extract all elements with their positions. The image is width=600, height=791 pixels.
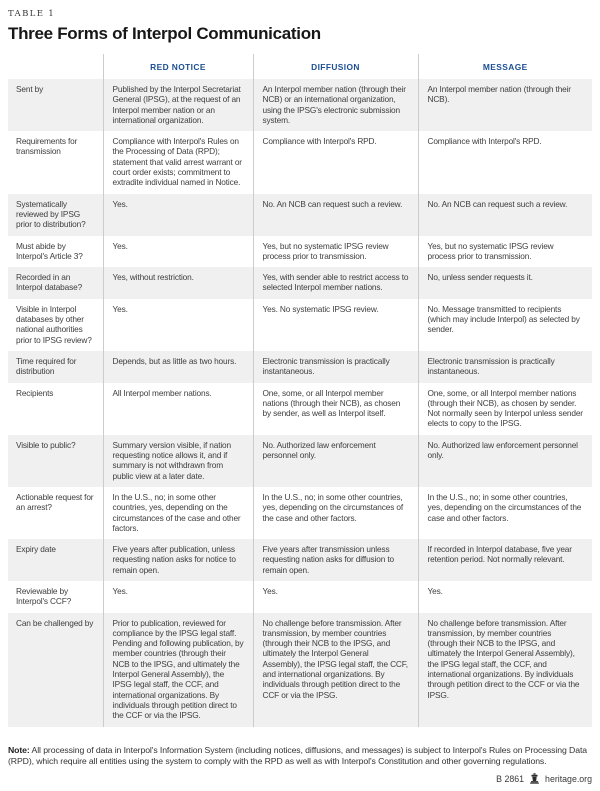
table-cell: No. Authorized law enforcement personnel only. bbox=[253, 435, 418, 487]
table-cell: Yes. bbox=[103, 299, 253, 351]
table-cell: Yes. No systematic IPSG review. bbox=[253, 299, 418, 351]
row-label: Can be challenged by bbox=[8, 613, 103, 727]
table-row bbox=[8, 131, 592, 193]
table-cell: Electronic transmission is practically instantaneous. bbox=[418, 351, 592, 383]
interpol-comparison-table bbox=[8, 54, 592, 727]
table-cell: Yes, but no systematic IPSG review process prior to transmission. bbox=[418, 236, 592, 268]
row-label: Sent by bbox=[8, 79, 103, 131]
table-cell: Yes. bbox=[103, 581, 253, 613]
column-header-diffusion: DIFFUSION bbox=[253, 54, 418, 79]
table-cell: Published by the Interpol Secretariat General (IPSG), at the request of an Interpol member nation or an international organization. bbox=[103, 79, 253, 131]
table-row bbox=[8, 79, 592, 131]
footnote-label: Note: bbox=[8, 744, 30, 755]
chart-code: B 2861 bbox=[496, 773, 525, 784]
table-cell: Five years after publication, unless requesting nation asks for notice to remain open. bbox=[103, 539, 253, 581]
table-row bbox=[8, 613, 592, 727]
table-cell: One, some, or all Interpol member nations (through their NCB), as chosen by sender. Not normally seen by Interpol unless sender elects to copy to the IPSG. bbox=[418, 383, 592, 435]
table-cell: An Interpol member nation (through their NCB). bbox=[418, 79, 592, 131]
table-row bbox=[8, 236, 592, 268]
table-cell: An Interpol member nation (through their NCB) or an international organization, using the IPSG's electronic submission system. bbox=[253, 79, 418, 131]
row-label: Actionable request for an arrest? bbox=[16, 491, 94, 513]
table-row bbox=[8, 383, 592, 435]
row-label: Expiry date bbox=[8, 539, 103, 581]
row-label: Recorded in an Interpol database? bbox=[8, 267, 103, 299]
table-cell: Prior to publication, reviewed for compliance by the IPSG legal staff. Pending and following publication, by member countries (through their NCB to the IPSG, and ultimately the Interpol General Assembly), the IPSG legal staff, the CCF, and international organizations. By individuals through petition direct to the CCF or via the IPSG. bbox=[103, 613, 253, 727]
table-cell: Compliance with Interpol's Rules on the Processing of Data (RPD); statement that valid arrest warrant or court order exists; commitment to extradite individual named in Notice. bbox=[103, 131, 253, 193]
table-cell: No. Message transmitted to recipients (which may include Interpol) as selected by sender. bbox=[418, 299, 592, 351]
row-label: Time required for distribution bbox=[8, 351, 103, 383]
table-cell: Yes. bbox=[418, 581, 592, 613]
table-cell: One, some, or all Interpol member nations (through their NCB), as chosen by sender, as well as Interpol itself. bbox=[253, 383, 418, 435]
table-cell: Yes, but no systematic IPSG review process prior to transmission. bbox=[253, 236, 418, 268]
table-cell: Yes. bbox=[103, 236, 253, 268]
table-cell: Depends, but as little as two hours. bbox=[103, 351, 253, 383]
page-title: Three Forms of Interpol Communication bbox=[8, 24, 321, 43]
table-cell: Yes. bbox=[253, 581, 418, 613]
column-header-red-notice: RED NOTICE bbox=[103, 54, 253, 79]
table-row bbox=[8, 435, 592, 487]
table-cell: No. Authorized law enforcement personnel only. bbox=[418, 435, 592, 487]
row-label: Must abide by Interpol's Article 3? bbox=[16, 240, 83, 261]
row-label: Requirements for transmission bbox=[16, 136, 78, 157]
table-cell: Compliance with Interpol's RPD. bbox=[253, 131, 418, 193]
column-header-message: MESSAGE bbox=[418, 54, 592, 79]
heritage-bell-tower-icon bbox=[529, 773, 540, 784]
table-cell: No. An NCB can request such a review. bbox=[418, 194, 592, 236]
header-row bbox=[8, 54, 592, 79]
table-row bbox=[8, 539, 592, 581]
site-link[interactable]: heritage.org bbox=[545, 773, 592, 784]
column-header-blank bbox=[8, 54, 103, 79]
table-cell: No. An NCB can request such a review. bbox=[253, 194, 418, 236]
table-row bbox=[8, 299, 592, 351]
row-label: Recipients bbox=[16, 387, 54, 398]
row-label: Reviewable by Interpol's CCF? bbox=[16, 585, 72, 607]
table-cell: No challenge before transmission. After transmission, by member countries (through their NCB to the IPSG, and ultimately the Interpol General Assembly), the IPSG legal staff, the CCF, and international organizations. By individuals through petition direct to the CCF or via the IPSG. bbox=[418, 613, 592, 727]
table-cell: No, unless sender requests it. bbox=[418, 267, 592, 299]
table-row bbox=[8, 581, 592, 613]
table-row bbox=[8, 267, 592, 299]
table-cell: Electronic transmission is practically instantaneous. bbox=[253, 351, 418, 383]
table-row bbox=[8, 351, 592, 383]
table-cell: No challenge before transmission. After transmission, by member countries (through their NCB to the IPSG, and ultimately the Interpol General Assembly), the IPSG legal staff, the CCF, and international organizations. By individuals through petition direct to the CCF or via the IPSG. bbox=[253, 613, 418, 727]
table-cell: Yes. bbox=[103, 194, 253, 236]
table-cell: Five years after transmission unless requesting nation asks for diffusion to remain open. bbox=[253, 539, 418, 581]
table-cell: In the U.S., no; in some other countries, yes, depending on the circumstances of the case and other factors. bbox=[418, 487, 592, 539]
footnote bbox=[8, 745, 592, 767]
table-row bbox=[8, 487, 592, 539]
footnote-text: All processing of data in Interpol's Information System (including notices, diffusions, and messages) is subject to Interpol's Rules on Processing Data (RPD), which require all entities using the system to comply with the RPD as well as with Interpol's Constitution and other governing regulations. bbox=[8, 744, 587, 766]
branding bbox=[496, 773, 592, 784]
table-cell: If recorded in Interpol database, five year retention period. Not normally relevant. bbox=[418, 539, 592, 581]
table-cell: Compliance with Interpol's RPD. bbox=[418, 131, 592, 193]
table-label: TABLE 1 bbox=[8, 9, 56, 19]
table-cell: Yes, with sender able to restrict access to selected Interpol member nations. bbox=[253, 267, 418, 299]
row-label: Visible in Interpol databases by other national authorities prior to IPSG review? bbox=[16, 303, 92, 345]
table-cell: All Interpol member nations. bbox=[103, 383, 253, 435]
table-row bbox=[8, 194, 592, 236]
table-cell: In the U.S., no; in some other countries, yes, depending on the circumstances of the case and other factors. bbox=[253, 487, 418, 539]
row-label: Visible to public? bbox=[8, 435, 103, 487]
row-label: Systematically reviewed by IPSG prior to distribution? bbox=[8, 194, 103, 236]
table-cell: Yes, without restriction. bbox=[103, 267, 253, 299]
table-cell: Summary version visible, if nation requesting notice allows it, and if summary is not withdrawn from public view at a later date. bbox=[103, 435, 253, 487]
table-cell: In the U.S., no; in some other countries, yes, depending on the circumstances of the case and other factors. bbox=[103, 487, 253, 539]
